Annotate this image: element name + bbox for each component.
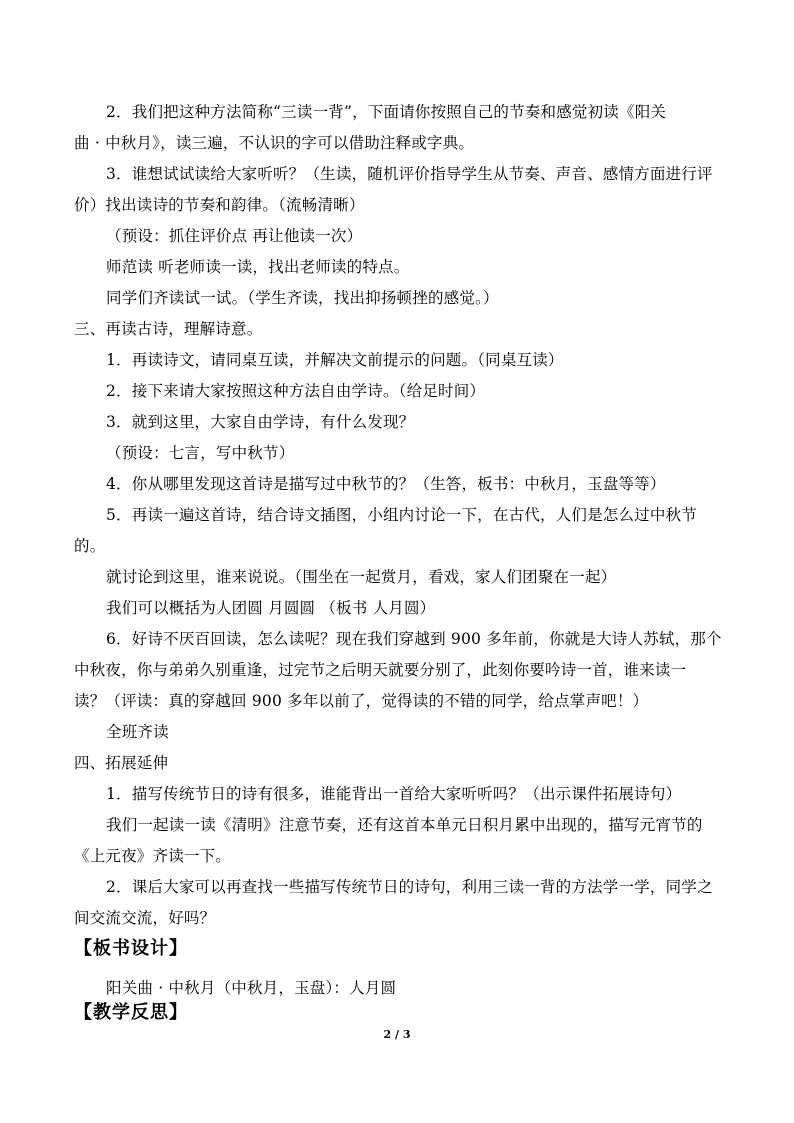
section-heading: 四、拓展延伸 [74,754,169,772]
paragraph-line: 师范读 听老师读一读，找出老师读的特点。 [106,258,410,276]
paragraph-line: 1．再读诗文，请同桌互读，并解决文前提示的问题。（同桌互读） [106,351,564,369]
paragraph-line: 我们可以概括为人团圆 月圆圆 （板书 人月圆） [106,599,436,617]
paragraph-line: 3．谁想试试读给大家听听？（生读，随机评价指导学生从节奏、声音、感情方面进行评 [106,165,713,183]
paragraph-line: 2．我们把这种方法简称“三读一背”，下面请你按照自己的节奏和感觉初读《阳关 [106,103,667,121]
paragraph-line: 的。 [74,537,106,555]
paragraph-line: 5．再读一遍这首诗，结合诗文插图，小组内讨论一下，在古代，人们是怎么过中秋节 [106,506,697,524]
paragraph-line: 同学们齐读试一试。（学生齐读，找出抑扬顿挫的感觉。） [106,289,499,307]
paragraph-line: 2．接下来请大家按照这种方法自由学诗。（给足时间） [106,382,486,400]
paragraph-line: 中秋夜，你与弟弟久别重逢，过完节之后明天就要分别了，此刻你要吟诗一首，谁来读一 [74,661,687,679]
paragraph-line: 价）找出读诗的节奏和韵律。（流畅清晰） [74,196,365,214]
paragraph-line: 全班齐读 [106,723,169,741]
paragraph-line: （预设：七言，写中秋节） [106,444,295,462]
reflection-heading: 【教学反思】 [74,1002,188,1023]
board-content-line: 阳关曲 · 中秋月（中秋月，玉盘）：人月圆 [106,979,397,997]
paragraph-line: 读？（评读：真的穿越回 900 多年以前了，觉得读的不错的同学，给点掌声吧！） [74,692,649,710]
paragraph-line: 间交流交流，好吗？ [74,909,216,927]
paragraph-line: 曲 · 中秋月》，读三遍，不认识的字可以借助注释或字典。 [74,134,475,152]
paragraph-line: 我们一起读一读《清明》注意节奏，还有这首本单元日积月累中出现的，描写元宵节的 [106,816,703,834]
paragraph-line: 《上元夜》齐读一下。 [74,847,232,865]
section-heading: 三、再读古诗，理解诗意。 [74,320,263,338]
paragraph-line: （预设：抓住评价点 再让他读一次） [106,227,363,245]
board-design-heading: 【板书设计】 [74,938,188,959]
paragraph-line: 4．你从哪里发现这首诗是描写过中秋节的？（生答，板书：中秋月，玉盘等等） [106,475,666,493]
page-number: 2 / 3 [383,1028,411,1041]
paragraph-line: 1．描写传统节日的诗有很多，谁能背出一首给大家听听吗？（出示课件拓展诗句） [106,785,682,803]
paragraph-line: 3．就到这里，大家自由学诗，有什么发现？ [106,413,415,431]
paragraph-line: 就讨论到这里，谁来说说。（围坐在一起赏月，看戏，家人们团聚在一起） [106,568,617,586]
paragraph-line: 6．好诗不厌百回读，怎么读呢？现在我们穿越到 900 多年前，你就是大诗人苏轼，那个 [106,630,722,648]
paragraph-line: 2．课后大家可以再查找一些描写传统节日的诗句，利用三读一背的方法学一学，同学之 [106,878,713,896]
